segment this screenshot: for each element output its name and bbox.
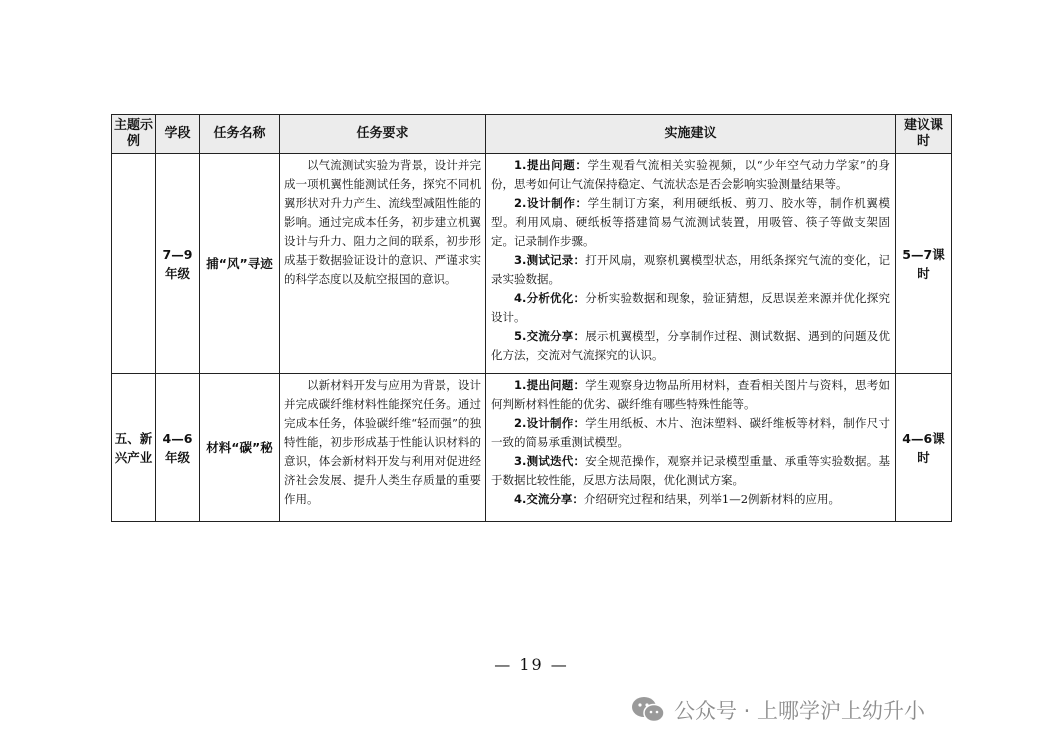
watermark xyxy=(630,690,925,730)
cell-suggestions xyxy=(486,154,896,374)
header-hours: 建议课时 xyxy=(896,115,952,154)
cell-theme: 五、新兴产业 xyxy=(112,374,156,522)
wechat-icon xyxy=(630,695,666,725)
suggestion-item: 2.设计制作：学生用纸板、木片、泡沫塑料、碳纤维板等材料，制作尺寸一致的简易承重测试模型。 xyxy=(491,416,890,449)
cell-stage: 7—9年级 xyxy=(156,154,200,374)
requirement-text: 以新材料开发与应用为背景，设计并完成碳纤维材料性能探究任务。通过完成本任务，体验碳纤维“轻而强”的独特性能，初步形成基于性能认识材料的意识，体会新材料开发与利用对促进经济社会发展、提升人类生存质量的重要作用。 xyxy=(284,378,481,506)
suggestion-item: 4.交流分享：介绍研究过程和结果，列举1—2例新材料的应用。 xyxy=(514,492,841,506)
suggestion-item: 3.测试记录：打开风扇，观察机翼模型状态，用纸条探究气流的变化，记录实验数据。 xyxy=(491,253,890,286)
table-row xyxy=(112,374,952,522)
cell-requirement xyxy=(280,154,486,374)
cell-stage: 4—6年级 xyxy=(156,374,200,522)
cell-theme xyxy=(112,154,156,374)
suggestion-item: 3.测试迭代：安全规范操作，观察并记录模型重量、承重等实验数据。基于数据比较性能，反思方法局限，优化测试方案。 xyxy=(491,454,890,487)
suggestion-item: 5.交流分享：展示机翼模型，分享制作过程、测试数据、遇到的问题及优化方法，交流对气流探究的认识。 xyxy=(491,329,890,362)
requirement-text: 以气流测试实验为背景，设计并完成一项机翼性能测试任务，探究不同机翼形状对升力产生、流线型减阻性能的影响。通过完成本任务，初步建立机翼设计与升力、阻力之间的联系，初步形成基于数据验证设计的意识、严谨求实的科学态度以及航空报国的意识。 xyxy=(284,158,481,286)
cell-task-name: 捕“风”寻迹 xyxy=(200,154,280,374)
cell-requirement xyxy=(280,374,486,522)
header-task-name: 任务名称 xyxy=(200,115,280,154)
header-stage: 学段 xyxy=(156,115,200,154)
suggestion-item: 1.提出问题：学生观察身边物品所用材料，查看相关图片与资料，思考如何判断材料性能的优劣、碳纤维有哪些特殊性能等。 xyxy=(491,378,890,411)
suggestion-item: 1.提出问题：学生观看气流相关实验视频，以“少年空气动力学家”的身份，思考如何让气流保持稳定、气流状态是否会影响实验测量结果等。 xyxy=(491,158,890,191)
suggestion-item: 2.设计制作：学生制订方案，利用硬纸板、剪刀、胶水等，制作机翼模型。利用风扇、硬纸板等搭建简易气流测试装置，用吸管、筷子等做支架固定。记录制作步骤。 xyxy=(491,196,891,248)
cell-hours: 5—7课时 xyxy=(896,154,952,374)
header-task-requirement: 任务要求 xyxy=(280,115,486,154)
page-number: — 19 — xyxy=(494,655,569,674)
curriculum-table xyxy=(111,114,952,522)
header-suggestions: 实施建议 xyxy=(486,115,896,154)
cell-task-name: 材料“碳”秘 xyxy=(200,374,280,522)
suggestion-item: 4.分析优化：分析实验数据和现象，验证猜想，反思误差来源并优化探究设计。 xyxy=(491,291,890,324)
header-theme: 主题示例 xyxy=(112,115,156,154)
table-row xyxy=(112,154,952,374)
cell-suggestions xyxy=(486,374,896,522)
curriculum-table-container xyxy=(111,114,951,522)
watermark-text: 公众号 · 上哪学沪上幼升小 xyxy=(674,699,926,723)
table-header-row xyxy=(112,115,952,154)
cell-hours: 4—6课时 xyxy=(896,374,952,522)
